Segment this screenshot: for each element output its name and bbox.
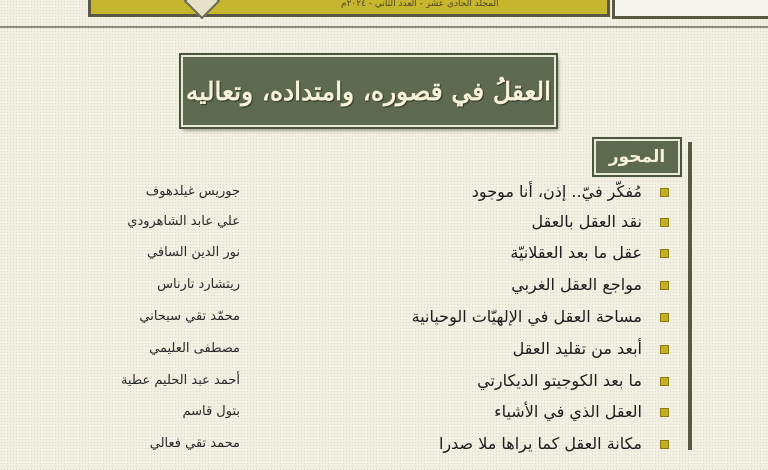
toc-row[interactable] bbox=[0, 431, 768, 461]
article-title[interactable]: مكانة العقل كما يراها ملا صدرا bbox=[438, 434, 642, 453]
bullet-icon bbox=[660, 313, 669, 322]
section-tab bbox=[594, 139, 680, 175]
bullet-icon bbox=[660, 218, 669, 227]
banner-text: المجلد الحادي عشر - العدد الثاني - ٢٠٢٤م bbox=[341, 0, 499, 8]
article-author: أحمد عبد الحليم عطية bbox=[120, 373, 240, 388]
bullet-icon bbox=[660, 377, 669, 386]
toc-row[interactable] bbox=[0, 304, 768, 334]
article-author: ريتشارد تارناس bbox=[157, 277, 240, 292]
bullet-icon bbox=[660, 408, 669, 417]
journal-logo bbox=[184, 0, 221, 19]
toc-row[interactable] bbox=[0, 209, 768, 239]
article-title[interactable]: مُفكّر فيّ.. إذن، أنا موجود bbox=[471, 182, 642, 201]
bullet-icon bbox=[660, 188, 669, 197]
article-author: جوريس غيلدهوف bbox=[145, 184, 240, 199]
top-banner bbox=[88, 0, 610, 17]
article-title[interactable]: أبعد من تقليد العقل bbox=[512, 339, 642, 358]
toc-row[interactable] bbox=[0, 336, 768, 366]
bullet-icon bbox=[660, 281, 669, 290]
section-label: المحور bbox=[608, 147, 666, 167]
toc-row[interactable] bbox=[0, 368, 768, 398]
article-title[interactable]: ما بعد الكوجيتو الديكارتي bbox=[477, 371, 642, 390]
header-divider bbox=[0, 26, 768, 28]
article-title[interactable]: مواجع العقل الغربي bbox=[511, 275, 642, 294]
article-title[interactable]: العقل الذي في الأشياء bbox=[494, 402, 642, 421]
toc-row[interactable] bbox=[0, 179, 768, 209]
article-title[interactable]: عقل ما بعد العقلانيّة bbox=[510, 243, 642, 262]
article-author: محمد تقي فعالي bbox=[149, 436, 240, 451]
toc-row[interactable] bbox=[0, 240, 768, 270]
article-title[interactable]: نقد العقل بالعقل bbox=[531, 212, 642, 231]
bullet-icon bbox=[660, 345, 669, 354]
article-author: نور الدين السافي bbox=[147, 245, 240, 260]
title-box bbox=[181, 55, 556, 127]
article-title[interactable]: مساحة العقل في الإلهيّات الوحيانية bbox=[411, 307, 642, 326]
top-right-block bbox=[612, 0, 768, 19]
bullet-icon bbox=[660, 249, 669, 258]
article-author: مصطفى العليمي bbox=[149, 341, 240, 356]
article-author: علي عابد الشاهرودي bbox=[127, 214, 240, 229]
toc-row[interactable] bbox=[0, 272, 768, 302]
bullet-icon bbox=[660, 440, 669, 449]
toc-row[interactable] bbox=[0, 399, 768, 429]
page-title: العقلُ في قصوره، وامتداده، وتعاليه bbox=[185, 76, 552, 106]
article-author: محمّد تقي سبحاني bbox=[139, 309, 240, 324]
article-author: بتول قاسم bbox=[182, 404, 240, 419]
